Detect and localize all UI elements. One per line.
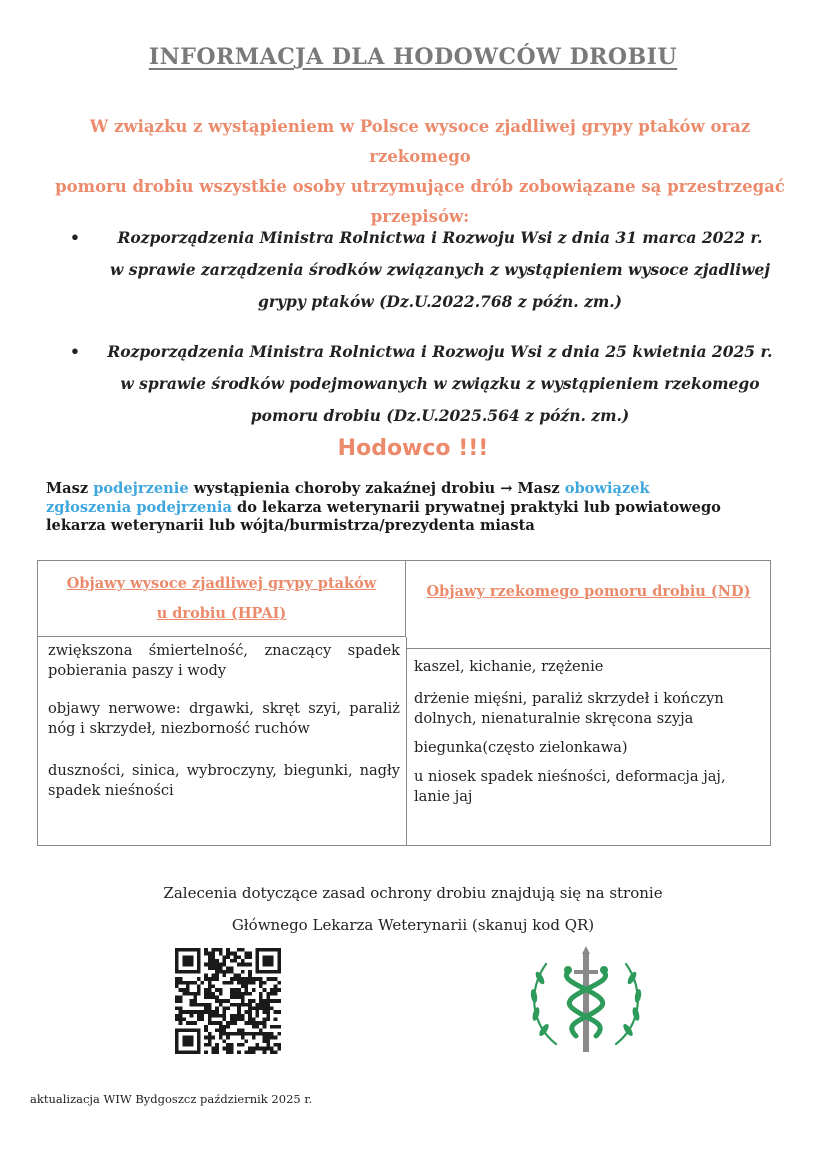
intro-line: przepisów: [370, 207, 470, 226]
regulation-line: Rozporządzenia Ministra Rolnictwa i Rozwoju Wsi z dnia 25 kwietnia 2025 r. [107, 342, 773, 361]
nd-symptom: u niosek spadek nieśności, deformacja jaj, lanie jaj [414, 768, 726, 805]
symptoms-table [37, 560, 771, 846]
regulation-item [70, 222, 790, 318]
page-title: INFORMACJA DLA HODOWCÓW DROBIU [148, 44, 678, 70]
hpai-symptom: duszności, sinica, wybroczyny, biegunki, nagły spadek nieśności [48, 762, 400, 799]
notice-highlight: obowiązek [564, 480, 650, 497]
notice-text: Masz [46, 480, 94, 497]
notice-highlight: zgłoszenia podejrzenia [46, 498, 232, 516]
regulation-line: w sprawie zarządzenia środków związanych z wystąpieniem wysoce zjadliwej [109, 260, 770, 279]
regulation-line: Rozporządzenia Ministra Rolnictwa i Rozwoju Wsi z dnia 31 marca 2022 r. [117, 228, 763, 247]
breeder-heading: Hodowco !!! [337, 436, 489, 461]
notice-highlight: podejrzenie [93, 480, 189, 497]
nd-symptom: biegunka(często zielonkawa) [414, 739, 628, 756]
intro-paragraph [40, 112, 800, 232]
header-line: Objawy rzekomego pomoru drobiu (ND) [426, 583, 751, 600]
bullet-icon: • [70, 342, 80, 361]
intro-line: W związku z wystąpieniem w Polsce wysoce zjadliwej grypy ptaków oraz rzekomego [89, 117, 751, 166]
column-divider [406, 637, 407, 845]
notice-text: lekarza weterynarii lub wójta/burmistrza/prezydenta miasta [46, 517, 535, 534]
veterinary-inspection-emblem-icon [516, 944, 656, 1059]
intro-line: pomoru drobiu wszystkie osoby utrzymujące drób zobowiązane są przestrzegać [55, 177, 785, 196]
nd-symptom: kaszel, kichanie, rzężenie [414, 658, 604, 675]
recommendation-text: Głównego Lekarza Weterynarii (skanuj kod QR) [231, 916, 595, 934]
nd-column-header [406, 561, 771, 649]
regulation-item [70, 336, 790, 432]
hpai-symptom: zwiększona śmiertelność, znaczący spadek pobierania paszy i wody [48, 642, 400, 679]
nd-symptom: drżenie mięśni, paraliż skrzydeł i kończyn dolnych, nienaturalnie skręcona szyja [414, 690, 724, 727]
bullet-icon: • [70, 228, 80, 247]
update-note: aktualizacja WIW Bydgoszcz październik 2025 r. [30, 1092, 313, 1106]
header-line: u drobiu (HPAI) [156, 605, 287, 622]
notice-text: do lekarza weterynarii prywatnej praktyki lub powiatowego [231, 498, 721, 516]
hpai-column-header [38, 561, 406, 637]
header-line: Objawy wysoce zjadliwej grypy ptaków [66, 575, 377, 592]
regulation-line: grypy ptaków (Dz.U.2022.768 z późn. zm.) [257, 292, 623, 311]
recommendation-text: Zalecenia dotyczące zasad ochrony drobiu znajdują się na stronie [163, 884, 663, 902]
regulation-line: w sprawie środków podejmowanych w związku z wystąpieniem rzekomego [120, 374, 760, 393]
regulation-line: pomoru drobiu (Dz.U.2025.564 z późn. zm.) [250, 406, 630, 425]
hpai-symptom: objawy nerwowe: drgawki, skręt szyi, paraliż nóg i skrzydeł, niezborność ruchów [48, 700, 400, 737]
notice-text: wystąpienia choroby zakaźnej drobiu → Masz [188, 480, 565, 497]
report-obligation-notice [46, 480, 786, 536]
qr-code[interactable] [175, 948, 281, 1054]
